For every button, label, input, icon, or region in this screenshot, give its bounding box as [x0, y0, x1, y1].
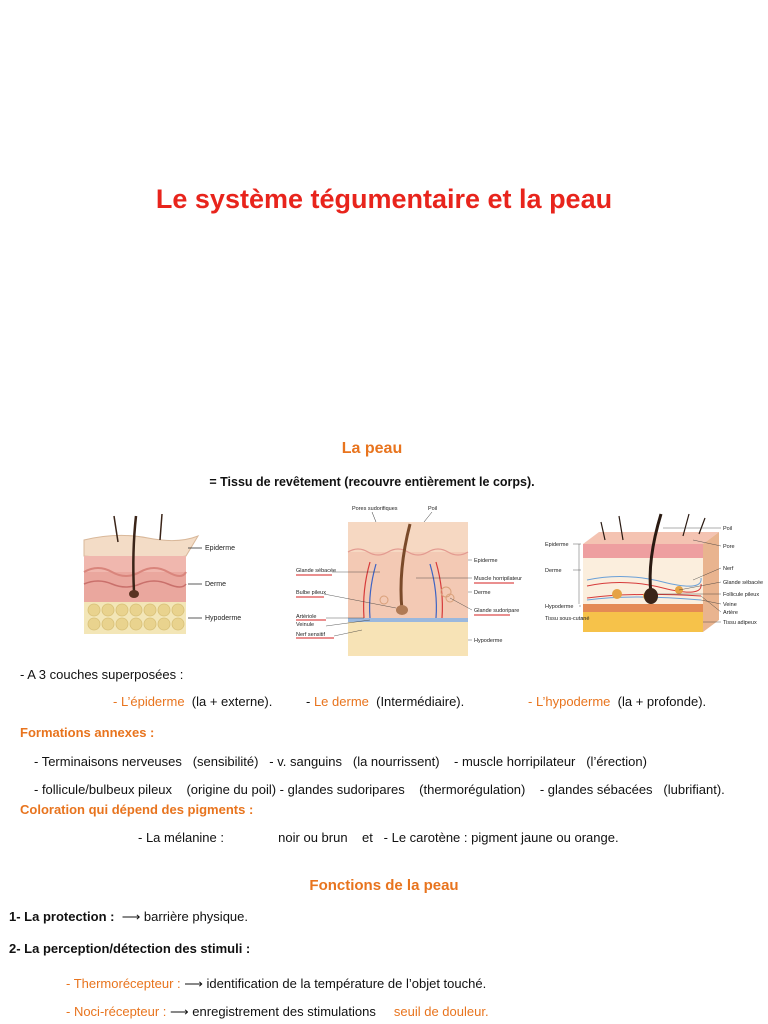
- skin-cross-section-diagram: [292, 500, 522, 660]
- label-epiderme: Epiderme: [205, 545, 235, 552]
- skin-definition: = Tissu de revêtement (recouvre entièrement le corps).: [209, 475, 535, 489]
- layer-derme-desc: (Intermédiaire).: [376, 694, 465, 709]
- label-artere: Artère: [723, 610, 738, 616]
- thermorecepteur-label: - Thermorécepteur :: [66, 976, 181, 991]
- nocirecepteur-label: - Noci-récepteur :: [66, 1004, 167, 1019]
- layer-hypoderme-name: L’hypoderme: [535, 694, 611, 709]
- fonction-perception-label: 2- La perception/détection des stimuli :: [9, 941, 251, 956]
- nocirecepteur-text: ⟶ enregistrement des stimulations: [170, 1004, 376, 1019]
- label-pore: Pore: [723, 544, 735, 550]
- fonction-protection-text: ⟶ barrière physique.: [121, 909, 248, 924]
- label-hypoderme-3: Hypoderme: [545, 604, 574, 610]
- fonction-protection-label: 1- La protection :: [9, 909, 115, 924]
- fonction-protection: [9, 909, 248, 925]
- thermorecepteur-text: ⟶ identification de la température de l’objet touché.: [184, 976, 487, 991]
- layer-derme-prefix: -: [306, 694, 314, 709]
- fonctions-heading: Fonctions de la peau: [309, 877, 459, 894]
- label-veinule: Veinule: [296, 622, 315, 628]
- annexes-heading: Formations annexes :: [20, 725, 155, 740]
- layer-epiderme-desc: (la + externe).: [191, 694, 273, 709]
- label-derme: Derme: [205, 581, 227, 588]
- label-pores-sudorifiques: Pores sudorifiques: [352, 506, 398, 512]
- label-poil: Poil: [428, 506, 438, 512]
- label-hypoderme: Hypoderme: [205, 615, 242, 622]
- label-epiderme-3: Epiderme: [545, 542, 569, 548]
- label-glande-sebacee-3: Glande sébacée: [723, 580, 764, 586]
- layer-derme-name: Le derme: [313, 694, 369, 709]
- label-hypoderme-2: Hypoderme: [474, 638, 503, 644]
- label-nerf-sensitif: Nerf sensitif: [296, 632, 326, 638]
- layer-hypoderme: [528, 694, 706, 709]
- label-epiderme-2: Epiderme: [474, 558, 498, 564]
- nocirecepteur-extra: seuil de douleur.: [393, 1004, 489, 1019]
- layers-intro: - A 3 couches superposées :: [20, 667, 184, 682]
- layer-epiderme-name: L’épiderme: [120, 694, 185, 709]
- label-tissu-sous-cutane: Tissu sous-cutané: [545, 616, 590, 622]
- coloration-heading: Coloration qui dépend des pigments :: [20, 802, 254, 817]
- label-tissu-adipeux: Tissu adipeux: [723, 620, 757, 626]
- label-glande-sudoripare: Glande sudoripare: [474, 608, 520, 614]
- sub-thermorecepteur: [66, 976, 486, 992]
- label-derme-3: Derme: [545, 568, 562, 574]
- layer-epiderme-prefix: -: [113, 694, 121, 709]
- layer-hypoderme-prefix: -: [528, 694, 536, 709]
- page-title: Le système tégumentaire et la peau: [155, 184, 613, 214]
- skin-layers-diagram-simple: [78, 512, 248, 637]
- layer-epiderme: [113, 694, 272, 709]
- annexes-line-2: - follicule/bulbeux pileux (origine du poil) - glandes sudoripares (thermorégulation) - glandes sébacées (lubrifiant).: [34, 782, 725, 797]
- label-follicule-pileux: Follicule pileux: [723, 592, 760, 598]
- sub-nocirecepteur: [66, 1004, 489, 1020]
- fonction-perception: [9, 941, 250, 956]
- layer-hypoderme-desc: (la + profonde).: [617, 694, 707, 709]
- section-heading-la-peau: La peau: [341, 440, 403, 457]
- label-veine: Veine: [723, 602, 737, 608]
- label-nerf: Nerf: [723, 566, 734, 572]
- skin-3d-diagram: [543, 510, 764, 645]
- layer-derme: [306, 694, 464, 709]
- label-bulbe-pileux: Bulbe pileux: [296, 590, 326, 596]
- annexes-line-1: - Terminaisons nerveuses (sensibilité) - v. sanguins (la nourrissent) - muscle horripilateur (l’érection): [34, 754, 647, 769]
- label-derme-2: Derme: [474, 590, 491, 596]
- coloration-line: - La mélanine : noir ou brun et - Le carotène : pigment jaune ou orange.: [138, 830, 619, 845]
- label-poil-3: Poil: [723, 526, 733, 532]
- label-glande-sebacee: Glande sébacée: [296, 568, 337, 574]
- label-arteriole: Artériole: [296, 614, 317, 620]
- label-muscle-horripilateur: Muscle horripilateur: [474, 576, 522, 582]
